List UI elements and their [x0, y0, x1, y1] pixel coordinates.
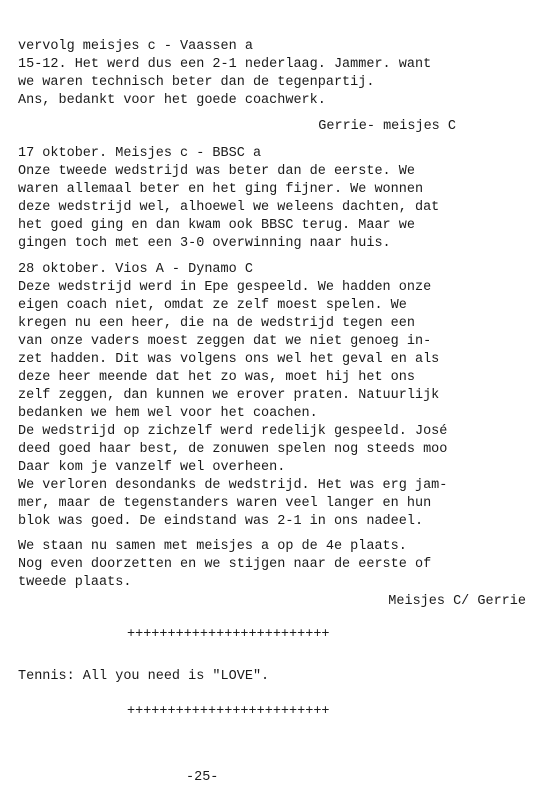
text-line: gingen toch met een 3-0 overwinning naar huis. [18, 236, 391, 251]
text-line: Onze tweede wedstrijd was beter dan de eerste. We [18, 164, 415, 179]
text-line: bedanken we hem wel voor het coachen. [18, 406, 318, 421]
text-line: We verloren desondanks de wedstrijd. Het was erg jam- [18, 478, 448, 493]
text-line: deze wedstrijd wel, alhoewel we weleens dachten, dat [18, 200, 440, 215]
text-line: We staan nu samen met meisjes a op de 4e plaats. [18, 539, 407, 554]
page-number: -25- [186, 770, 219, 785]
signature-line: Meisjes C/ Gerrie [388, 594, 526, 609]
text-line: van onze vaders moest zeggen dat we niet genoeg in- [18, 334, 432, 349]
text-line: deed goed haar best, de zonuwen spelen nog steeds moo [18, 442, 448, 457]
text-line: Tennis: All you need is "LOVE". [18, 669, 270, 684]
text-line: Nog even doorzetten en we stijgen naar de eerste of [18, 557, 432, 572]
text-line: zet hadden. Dit was volgens ons wel het geval en als [18, 352, 440, 367]
text-line: Ans, bedankt voor het goede coachwerk. [18, 93, 326, 108]
text-line: we waren technisch beter dan de tegenpartij. [18, 75, 375, 90]
text-line: deze heer meende dat het zo was, moet hij het ons [18, 370, 415, 385]
text-line: vervolg meisjes c - Vaassen a [18, 39, 253, 54]
separator-line: +++++++++++++++++++++++++ [127, 627, 330, 642]
text-line: het goed ging en dan kwam ook BBSC terug. Maar we [18, 218, 415, 233]
text-line: tweede plaats. [18, 575, 132, 590]
signature-line: Gerrie- meisjes C [318, 119, 456, 134]
text-line: kregen nu een heer, die na de wedstrijd tegen een [18, 316, 415, 331]
text-line: zelf zeggen, dan kunnen we erover praten. Natuurlijk [18, 388, 440, 403]
text-line: blok was goed. De eindstand was 2-1 in ons nadeel. [18, 514, 424, 529]
text-line: waren allemaal beter en het ging fijner. We wonnen [18, 182, 424, 197]
text-line: eigen coach niet, omdat ze zelf moest spelen. We [18, 298, 407, 313]
text-line: mer, maar de tegenstanders waren veel langer en hun [18, 496, 432, 511]
separator-line: +++++++++++++++++++++++++ [127, 704, 330, 719]
text-line: 17 oktober. Meisjes c - BBSC a [18, 146, 262, 161]
text-line: 15-12. Het werd dus een 2-1 nederlaag. Jammer. want [18, 57, 432, 72]
text-line: Daar kom je vanzelf wel overheen. [18, 460, 286, 475]
text-line: 28 oktober. Vios A - Dynamo C [18, 262, 253, 277]
text-line: Deze wedstrijd werd in Epe gespeeld. We hadden onze [18, 280, 432, 295]
text-line: De wedstrijd op zichzelf werd redelijk gespeeld. José [18, 424, 448, 439]
